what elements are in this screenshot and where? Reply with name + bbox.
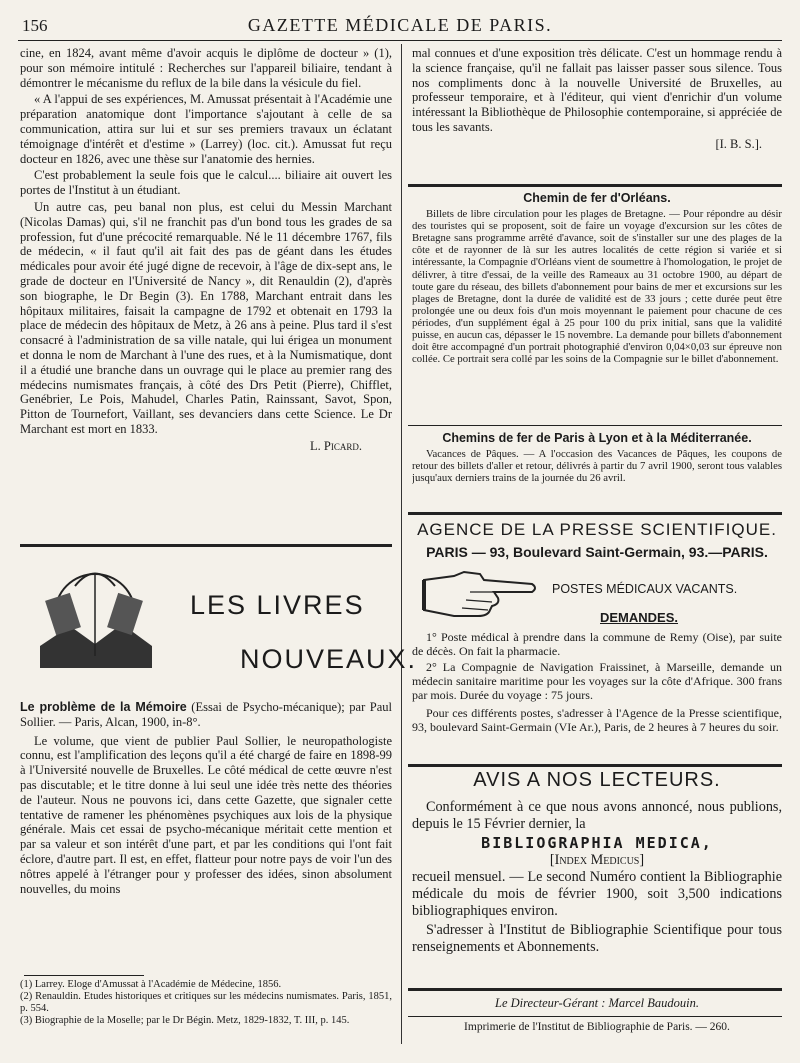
books-banner: [30, 546, 418, 686]
right-column-review-end: [412, 46, 782, 180]
section-rule: [408, 764, 782, 767]
postes-heading: POSTES MÉDICAUX VACANTS.: [552, 582, 738, 596]
footnotes: [20, 979, 392, 1045]
book-title: Le problème de la Mémoire: [20, 700, 187, 714]
imprimerie-line: Imprimerie de l'Institut de Bibliographie de Paris. — 260.: [464, 1021, 730, 1033]
banner-line-2: NOUVEAUX.: [240, 644, 418, 674]
orleans-notice: [412, 192, 782, 422]
banner-line-1: LES LIVRES: [190, 590, 365, 620]
paragraph: cine, en 1824, avant même d'avoir acquis le diplôme de docteur » (1), pour son mémoire intitulé : Recherches sur l'appareil biliaire, tendant à démontrer le mécanisme du reflux de la bile dans la vésicule du fiel.: [20, 46, 392, 90]
review-signature: [I. B. S.].: [715, 136, 762, 151]
listing: 2° La Compagnie de Navigation Fraissinet, à Marseille, demande un médecin sanitaire maritime pour les voyages sur la côte d'Afrique. 300 frans par mois. Durée du voyage : 75 jours.: [412, 660, 782, 702]
demandes-heading: DEMANDES.: [600, 610, 679, 625]
footnote-rule: [24, 975, 144, 976]
job-listings: [412, 630, 782, 760]
plm-notice: [412, 432, 782, 508]
column-divider: [401, 44, 402, 1044]
author-signature: L. Picard.: [310, 438, 362, 453]
agency-address: PARIS — 93, Boulevard Saint-Germain, 93.—PARIS.: [426, 544, 768, 560]
pointing-hand-icon: [420, 566, 540, 622]
listing-contact: Pour ces différents postes, s'adresser à l'Agence de la Presse scientifique, 93, boulevard Saint-Germain (VIe Ar.), Paris, de 2 heures à 7 heures du soir.: [412, 706, 782, 734]
footnote: (2) Renauldin. Etudes historiques et critiques sur les médecins numismates. Paris, 1851, p. 554.: [20, 991, 392, 1014]
book-review: [20, 700, 392, 968]
footnote: (3) Biographie de la Moselle; par le Dr Bégin. Metz, 1829-1832, T. III, p. 145.: [20, 1015, 350, 1026]
journal-title: GAZETTE MÉDICALE DE PARIS.: [247, 15, 553, 35]
paragraph: recueil mensuel. — Le second Numéro contient la Bibliographie médicale du mois de février 1900, soit 3,500 indications bibliographiques environ.: [412, 869, 782, 919]
page-number: 156: [22, 16, 48, 35]
paragraph: Vacances de Pâques. — A l'occasion des Vacances de Pâques, les coupons de retour des billets d'aller et retour, délivrés à partir du 7 avril 1900, seront tous valables jusqu'aux derniers trains de la journée du 26 avril.: [412, 448, 782, 485]
section-rule: [408, 425, 782, 426]
section-rule: [408, 1016, 782, 1017]
listing: 1° Poste médical à prendre dans la commune de Remy (Oise), par suite de décès. On fait la pharmacie.: [412, 630, 782, 658]
paragraph: Conformément à ce que nous avons annoncé, nous publions, depuis le 15 Février dernier, la: [412, 799, 782, 832]
paragraph: Billets de libre circulation pour les plages de Bretagne. — Pour répondre au désir des touristes qui se proposent, soit de faire un voyage d'excursion sur les côtes de Bretagne sans programme arrêté d'avance, soit de s'installer sur une des plages de la côte et de rayonner de là sur les autres localités de cette région si variée et si intéressante, la Compagnie d'Orléans vient de soumettre à l'homologation, le projet de délivrer, à titre d'essai, de la veille des Rameaux au 31 octobre 1900, au départ de toute gare du réseau, des billets d'abonnement pour bains de mer et excursions sur les plages de Bretagne, dont la durée de validité est de 33 jours ; cette durée peut être prolongée une ou deux fois d'un mois moyennant le paiement pour chacune de ces périodes, d'un supplément égal à 25 pour 100 du prix initial, sans que la validité puisse, en aucun cas, dépasser le 15 novembre. La demande pour billets d'abonnement doit être accompagné d'un portrait photographié d'environ 0,04×0,03 sur épreuve non collée. Ce portrait sera collé par les soins de la Compagnie sur le billet d'abonnement.: [412, 208, 782, 366]
section-rule: [408, 184, 782, 187]
paragraph: Un autre cas, peu banal non plus, est celui du Messin Marchant (Nicolas Damas) qui, s'il ne franchit pas d'un bond tous les grades de sa profession, fut d'une précocité remarquable. Né le 11 décembre 1767, fils de médecin, « il faut qu'il ait fait des pas de géant dans les études médicales pour avoir été jugé digne de recevoir, à l'âge de dix-sept ans, le grade de docteur en l'Université de Nancy », dit Renauldin (2), d'après son biographe, le Dr Begin (3). En 1788, Marchant entrait dans les hôpitaux militaires, faisait la campagne de 1792 et obtenait en 1793 la place de médecin des hôpitaux de Metz, à 26 ans à peine. Plus tard il s'est consacré à l'administration de sa ville natale, qui lui érigea un monument et donna le nom de Marchant à l'une des rues, et à la Numismatique, dont il a étudié une branche dans un ouvrage qui le place au premier rang des médecins numismates français, à côté des Drs Petit (Pierre), Chifflet, Genébrier, Le Pois, Mahudel, Charles Patin, Rainssant, Savot, Spon, Pitton de Tournefort, Vaillant, ses devanciers dans cette Science. Le Dr Marchant est mort en 1833.: [20, 199, 392, 436]
paragraph: mal connues et d'une exposition très délicate. C'est un hommage rendu à la science française, qu'il ne fallait pas laisser passer sous silence. Tous nos compliments donc à la nouvelle Université de Bruxelles, au professeur temporaire, et à l'éditeur, qui vient d'enrichir d'un volume intéressant la Bibliothèque de Philosophie contemporaine, si appréciée de tous les savants.: [412, 46, 782, 134]
bibliographia-title: BIBLIOGRAPHIA MEDICA,: [481, 834, 713, 852]
avis-title: AVIS A NOS LECTEURS.: [473, 772, 721, 791]
agency-title: AGENCE DE LA PRESSE SCIENTIFIQUE.: [417, 520, 777, 539]
section-rule: [408, 512, 782, 515]
agency-header: [410, 520, 784, 560]
footnote: (1) Larrey. Eloge d'Amussat à l'Académie de Médecine, 1856.: [20, 979, 282, 990]
left-column-article: [20, 46, 392, 541]
directeur-line: Le Directeur-Gérant : Marcel Baudouin.: [495, 996, 699, 1010]
avis-notice: [412, 772, 782, 982]
index-medicus: [Index Medicus]: [549, 852, 645, 868]
section-title: Chemins de fer de Paris à Lyon et à la Méditerranée.: [442, 432, 752, 445]
paragraph: S'adresser à l'Institut de Bibliographie Scientifique pour tous renseignements et Abonnements.: [412, 922, 782, 955]
paragraph: « A l'appui de ses expériences, M. Amussat présentait à l'Académie une préparation anatomique dont l'importance s'ajoutant à celle de sa communication, attira sur lui et sur ses premiers travaux un éclatant témoignage d'intérêt et d'estime » (Larrey) (loc. cit.). Amussat fut reçu docteur en 1826, avec une thèse sur l'anatomie des hernies.: [20, 92, 392, 166]
page-header: [18, 14, 782, 41]
book-subtitle: (Essai de Psycho-mécanique); par Paul Sollier. — Paris, Alcan, 1900, in-8°.: [20, 700, 392, 729]
paragraph: C'est probablement la seule fois que le calcul.... biliaire ait ouvert les portes de l'Institut à un étudiant.: [20, 168, 392, 198]
section-rule: [408, 988, 782, 991]
paragraph: Le volume, que vient de publier Paul Sollier, le neuropathologiste connu, est l'amplification des leçons qu'il a été chargé de faire en 1898-99 à l'Université nouvelle de Bruxelles. Le côté médical de cette œuvre n'est pas discutable; et le titre donne à lui seul une idée très nette des théories de l'auteur. Nous ne pouvons ici, dans cette Gazette, que signaler cette tentative de ramener les phénomènes psychiques aux lois de la physique générale. Mais cet essai de psycho-mécanique méritait cette mention et par sa valeur et son intérêt d'une part, et par les conditions qui l'ont fait éclore, d'autre part. Il est, en effet, flatteur pour notre pays de voir l'un des nôtres appelé à l'étranger pour y professer des idées, sinon absolument nouvelles, du moins: [20, 733, 392, 896]
books-illustration-icon: [30, 556, 160, 676]
section-title: Chemin de fer d'Orléans.: [523, 192, 671, 205]
